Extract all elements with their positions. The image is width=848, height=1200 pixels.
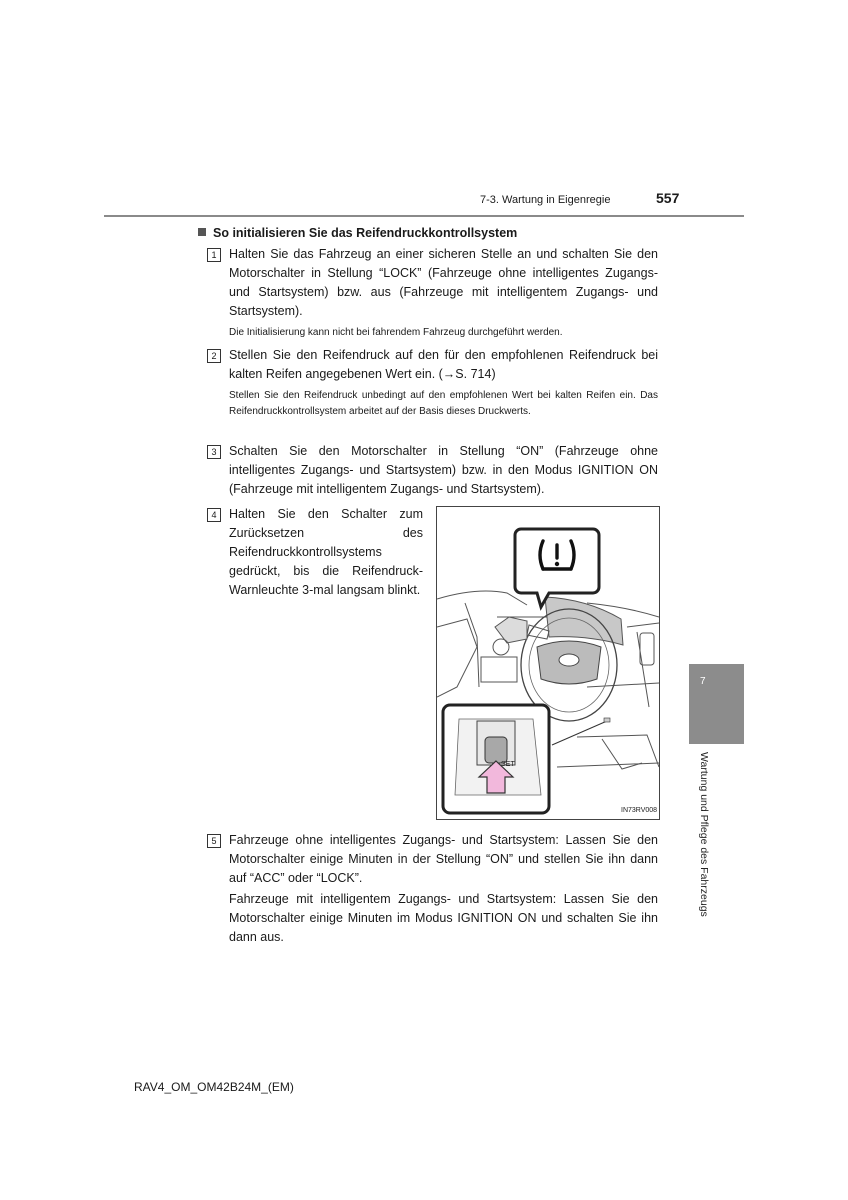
footer-code: RAV4_OM_OM42B24M_(EM) — [134, 1080, 294, 1094]
chapter-tab — [689, 664, 744, 744]
reset-switch-illustration — [436, 506, 660, 820]
step-1-text: Halten Sie das Fahrzeug an einer sicheren Stelle an und schalten Sie den Motorschalter in Stellung “LOCK” (Fahrzeuge ohne intelligentes Zugangs- und Startsystem) bzw. aus (Fahrzeuge mit intelligentem Zugangs- und Startsystem). — [229, 247, 658, 318]
step-number-4: 4 — [207, 508, 221, 522]
step-2-note: Stellen Sie den Reifendruck unbedingt auf den empfohlenen Wert bei kalten Reifen ein. Das Reifendruckkontrollsystem arbeitet auf der Basis dieses Druckwerts. — [229, 390, 658, 417]
section-reference: 7-3. Wartung in Eigenregie — [480, 194, 611, 206]
figure-code: IN73RV008 — [621, 807, 658, 814]
switch-label: SET — [501, 761, 515, 768]
chapter-number: 7 — [700, 676, 706, 687]
dashboard-drawing — [437, 507, 659, 819]
step-4-text: Halten Sie den Schalter zum Zurücksetzen des Reifendruckkontrollsystems gedrückt, bis die Reifendruck-Warnleuchte 3-mal langsam blinkt. — [229, 507, 423, 597]
reset-switch — [485, 737, 507, 763]
step-2-text: Stellen Sie den Reifendruck auf den für den empfohlenen Reifendruck bei kalten Reifen angegebenen Wert ein. (→S. 714) — [229, 348, 658, 381]
square-bullet-icon — [198, 228, 206, 236]
page-number: 557 — [656, 190, 680, 206]
step-number-1: 1 — [207, 248, 221, 262]
chapter-title: Wartung und Pflege des Fahrzeugs — [698, 752, 710, 917]
section-heading: So initialisieren Sie das Reifendruckkontrollsystem — [198, 226, 517, 240]
header-rule — [104, 215, 744, 217]
step-1-note: Die Initialisierung kann nicht bei fahrendem Fahrzeug durchgeführt werden. — [229, 327, 563, 338]
step-number-2: 2 — [207, 349, 221, 363]
step-5-text-2: Fahrzeuge mit intelligentem Zugangs- und Startsystem: Lassen Sie den Motorschalter einige Minuten im Modus IGNITION ON und schalten Sie ihn dann aus. — [229, 892, 658, 944]
step-number-5: 5 — [207, 834, 221, 848]
step-5-text: Fahrzeuge ohne intelligentes Zugangs- und Startsystem: Lassen Sie den Motorschalter einige Minuten in der Stellung “ON” und stellen Sie ihn dann auf “ACC” oder “LOCK”. — [229, 833, 658, 885]
step-3-text: Schalten Sie den Motorschalter in Stellung “ON” (Fahrzeuge ohne intelligentes Zugangs- und Startsystem) bzw. in den Modus IGNITION ON (Fahrzeuge mit intelligentem Zugangs- und Startsystem). — [229, 444, 658, 496]
step-number-3: 3 — [207, 445, 221, 459]
